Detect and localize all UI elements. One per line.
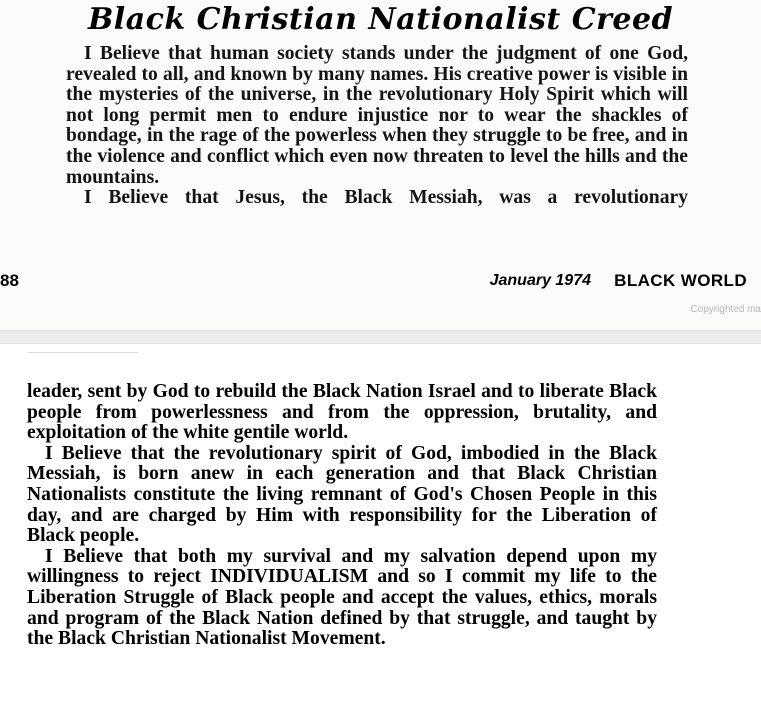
scan-artifact xyxy=(28,352,138,353)
creed-paragraph-4: I Believe that both my survival and my salvation depend upon my willingness to reject INDIVIDUALISM and so I commit my life to the Liberation Struggle of Black people and accept the values, ethics, morals and program of the Black Nation defined by that struggle, and taught by the Black Christian Nationalist Movement. xyxy=(27,545,657,650)
copyright-watermark: Copyrighted ma xyxy=(690,304,761,315)
bottom-text-block xyxy=(27,382,657,650)
top-text-block xyxy=(66,44,688,209)
creed-paragraph-3: I Believe that the revolutionary spirit of God, imbodied in the Black Messiah, is born anew in each generation and that Black Christian Nationalists constitute the living remnant of God's Chosen People in this day, and are charged by Him with responsibility for the Liberation of Black people. xyxy=(27,442,657,547)
creed-title: Black Christian Nationalist Creed xyxy=(87,2,674,37)
creed-paragraph-1: I Believe that human society stands under the judgment of one God, revealed to all, and known by many names. His creative power is visible in the mysteries of the universe, in the revolutionary Holy Spirit which will not long permit men to endure injustice nor to wear the shackles of bondage, in the rage of the powerless when they struggle to be free, and in the violence and conflict which even now threaten to level the hills and the mountains. xyxy=(66,43,688,188)
page-number: 88 xyxy=(0,271,19,290)
page-divider xyxy=(0,330,761,344)
issue-date: January 1974 xyxy=(489,272,591,289)
magazine-name: BLACK WORLD xyxy=(614,271,747,290)
creed-paragraph-2-continued: leader, sent by God to rebuild the Black Nation Israel and to liberate Black people from powerlessness and from the oppression, brutality, and exploitation of the white gentile world. xyxy=(27,381,657,444)
creed-paragraph-2-start: I Believe that Jesus, the Black Messiah, was a revolutionary xyxy=(84,187,688,209)
top-page-scan xyxy=(0,0,761,330)
